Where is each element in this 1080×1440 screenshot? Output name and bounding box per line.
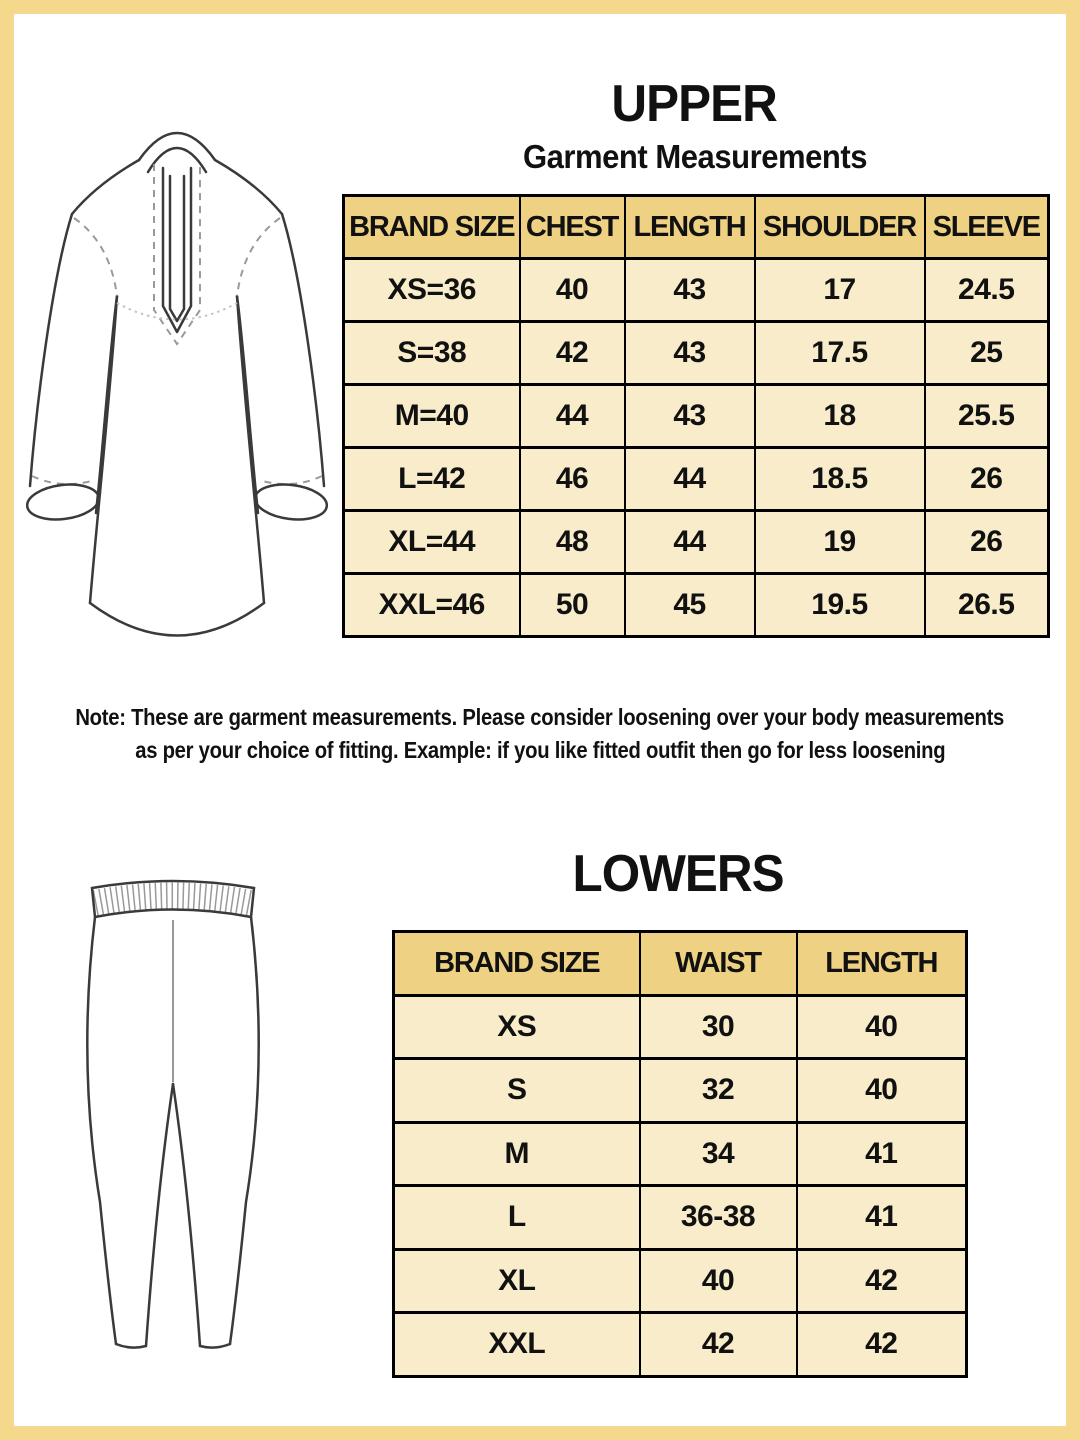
column-header: BRAND SIZE <box>344 196 520 259</box>
column-header: LENGTH <box>625 196 755 259</box>
table-cell: 18.5 <box>755 448 925 511</box>
table-cell: 40 <box>797 1059 967 1123</box>
table-cell: 44 <box>520 385 625 448</box>
table-cell: 17 <box>755 259 925 322</box>
table-cell: 41 <box>797 1122 967 1186</box>
upper-section-title: UPPER <box>611 75 778 133</box>
column-header: LENGTH <box>797 932 967 996</box>
table-cell: 44 <box>625 448 755 511</box>
table-cell: 25.5 <box>925 385 1049 448</box>
table-cell: XXL <box>394 1313 640 1377</box>
table-cell: 46 <box>520 448 625 511</box>
table-cell: 43 <box>625 259 755 322</box>
table-cell: XL=44 <box>344 511 520 574</box>
table-cell: 40 <box>640 1249 797 1313</box>
column-header: SLEEVE <box>925 196 1049 259</box>
note-line-1: Note: These are garment measurements. Please consider loosening over your body measurements <box>75 704 1005 730</box>
table-cell: 36-38 <box>640 1186 797 1250</box>
table-cell: 42 <box>640 1313 797 1377</box>
table-cell: 42 <box>797 1249 967 1313</box>
table-cell: 19.5 <box>755 574 925 637</box>
table-cell: 41 <box>797 1186 967 1250</box>
column-header: BRAND SIZE <box>394 932 640 996</box>
table-cell: S <box>394 1059 640 1123</box>
table-cell: L=42 <box>344 448 520 511</box>
table-cell: XS <box>394 995 640 1059</box>
table-cell: 25 <box>925 322 1049 385</box>
table-cell: 34 <box>640 1122 797 1186</box>
table-cell: XS=36 <box>344 259 520 322</box>
lowers-section-title: LOWERS <box>572 845 785 903</box>
table-cell: S=38 <box>344 322 520 385</box>
table-cell: 42 <box>520 322 625 385</box>
table-cell: 44 <box>625 511 755 574</box>
table-cell: 40 <box>797 995 967 1059</box>
table-cell: 40 <box>520 259 625 322</box>
table-cell: 26 <box>925 511 1049 574</box>
table-cell: 45 <box>625 574 755 637</box>
table-cell: 26 <box>925 448 1049 511</box>
table-cell: 26.5 <box>925 574 1049 637</box>
table-cell: M=40 <box>344 385 520 448</box>
table-cell: 19 <box>755 511 925 574</box>
table-cell: XL <box>394 1249 640 1313</box>
note-line-2: as per your choice of fitting. Example: if you like fitted outfit then go for less loosening <box>134 737 946 763</box>
table-cell: 50 <box>520 574 625 637</box>
column-header: CHEST <box>520 196 625 259</box>
table-cell: 42 <box>797 1313 967 1377</box>
table-cell: XXL=46 <box>344 574 520 637</box>
table-cell: 32 <box>640 1059 797 1123</box>
table-cell: 17.5 <box>755 322 925 385</box>
column-header: SHOULDER <box>755 196 925 259</box>
table-cell: 48 <box>520 511 625 574</box>
table-cell: L <box>394 1186 640 1250</box>
table-cell: 30 <box>640 995 797 1059</box>
table-cell: 43 <box>625 322 755 385</box>
column-header: WAIST <box>640 932 797 996</box>
upper-section-subtitle: Garment Measurements <box>522 138 867 175</box>
table-cell: M <box>394 1122 640 1186</box>
table-cell: 24.5 <box>925 259 1049 322</box>
table-cell: 43 <box>625 385 755 448</box>
table-cell: 18 <box>755 385 925 448</box>
